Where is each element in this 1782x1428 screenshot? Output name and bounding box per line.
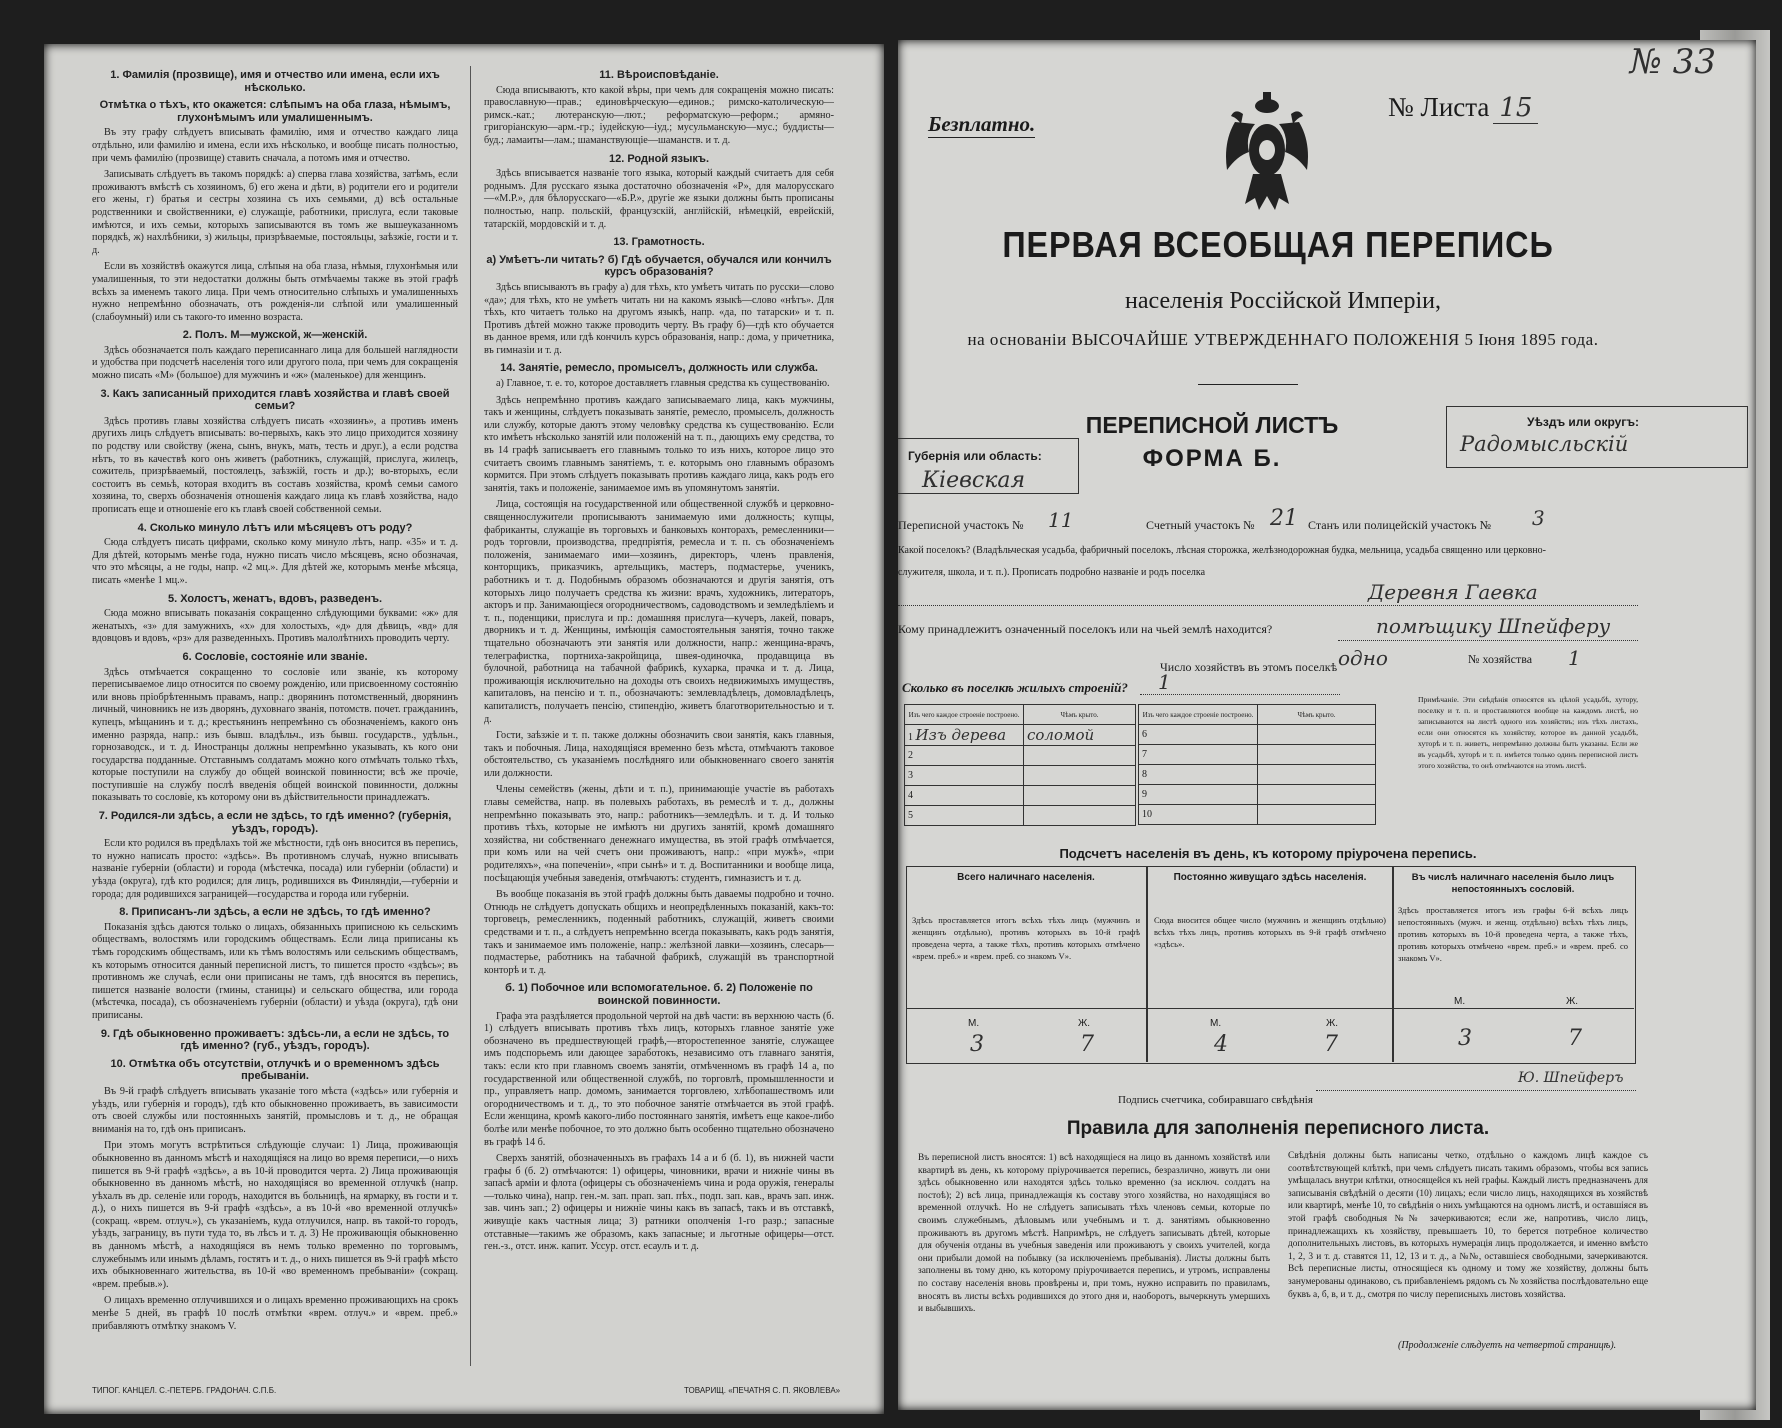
- households-label: Число хозяйствъ въ этомъ поселкѣ: [1160, 660, 1338, 674]
- instruction-heading: 8. Приписанъ-ли здѣсь, а если не здѣсь, то гдѣ именно?: [119, 906, 431, 919]
- nonpermanent-population-cell: Въ числѣ наличнаго населенія было лицъ непостоянныхъ сословій. Здѣсь проставляется итогъ изъ графы 6-й всѣхъ лицъ непостоянныхъ (мужч. и женщ. отдѣльно) всѣхъ тѣхъ лицъ, противъ которыхъ въ 10-й проведена черта, а также тѣхъ, противъ которыхъ отмѣчено «врем. преб.» и «врем. преб. со знакомъ V».: [1398, 872, 1628, 963]
- free-label: Безплатно.: [928, 112, 1036, 136]
- rules-title: Правила для заполненія переписного листа.: [1066, 1118, 1490, 1139]
- instructions-column-1: [92, 64, 458, 1337]
- instruction-paragraph: При этомъ могутъ встрѣтиться слѣдующіе случаи: 1) Лица, проживающія обыкновенно въ данномъ мѣстѣ и находящіяся на лицо во время переписи,—о нихъ пишется въ 9-й графѣ «здѣсь», а въ 10-й проводится черта. 2) Лица проживающія обыкновенно въ данномъ мѣстѣ, но находящіяся во временной отлучкѣ (напр. уѣхалъ въ др. селеніе или городъ, находится въ больницѣ, на ярмарку, въ гости и т. д.), о нихъ пишется въ 9-й графѣ «здѣсь», а въ 10-й «во временной отлучкѣ» (сокращ. «врем. отлуч.»), съ указаніемъ, куда отлучился, напр. въ такой-то городъ, уѣздъ, заграницу, въ пути туда то, въ лѣсъ и т. д. 3) Не проживающія обыкновенно въ данномъ мѣстѣ, а находящіяся въ немъ только временно по торговымъ, служебнымъ или инымъ дѣламъ, гостятъ и т. д., о нихъ пишется въ 9-й графѣ мѣсто ихъ обыкновеннаго жительства, въ 10-й «во временномъ пребываніи» (сокращ. «врем. пребыв.»).: [92, 1140, 458, 1290]
- table-row: 4: [905, 786, 1136, 806]
- permanent-female-value: 7: [1324, 1032, 1338, 1057]
- table-row: 10: [1139, 805, 1376, 825]
- instruction-paragraph: Гости, заѣзжіе и т. п. также должны обозначить свои занятія, какъ главныя, такъ и побочныя. Лица, находящіяся временно безъ мѣста, отмѣчаютъ таковое обстоятельство, съ указаніемъ послѣдняго или обыкновеннаго своего занятія или должности.: [484, 730, 834, 779]
- signature-label: Подпись счетчика, собиравшаго свѣдѣнія: [1118, 1094, 1313, 1106]
- archive-number: № 33: [1629, 42, 1716, 82]
- printer-imprint-right: ТОВАРИЩ. «ПЕЧАТНЯ С. П. ЯКОВЛЕВА»: [684, 1386, 841, 1395]
- instruction-heading: 13. Грамотность.: [613, 236, 705, 249]
- instruction-paragraph: О лицахъ временно отлучившихся и о лицахъ временно проживающихъ на срокъ менѣе 5 дней, въ графѣ 10 послѣ отмѣтки «врем. отлуч.» и «врем. преб.» прибавляютъ отмѣтку знакомъ V.: [92, 1295, 458, 1332]
- nonpermanent-female-value: 7: [1568, 1026, 1582, 1051]
- owner-label: Кому принадлежитъ означенный поселокъ или на чьей землѣ находится?: [898, 622, 1273, 636]
- buildings-line: [1140, 694, 1340, 695]
- instruction-paragraph: Записывать слѣдуетъ въ такомъ порядкѣ: а) сперва глава хозяйства, затѣмъ, если проживаютъ вмѣстѣ съ хозяиномъ, б) его жена и дѣти, в) родители его и родители его жены, г) братья и сестры хозяина съ ихъ семьями, д) всѣ остальные родственники и свойственники, е) служащіе, работники, прислуга, если таковые имѣются, и ихъ семьи, которыхъ записываются въ томъ же вышеуказанномъ порядкѣ, ж) нахлѣбники, з) жильцы, призрѣваемые, постояльцы, заѣзжіе, гости и т. д.: [92, 169, 458, 256]
- material-header: Изъ чего каждое строеніе построено.: [905, 705, 1024, 725]
- instruction-paragraph: Здѣсь вписываютъ въ графу а) для тѣхъ, кто умѣетъ читать по русски—слово «да»; для тѣхъ, кто не умѣетъ читать ни на какомъ языкѣ—слово «нѣтъ». Для тѣхъ, кто читаетъ только на другомъ языкѣ, напр. «да, по татарски» и т. п. Противъ дѣтей можно также проводить черту. Въ графу б)—гдѣ кто обучается въ данное время, или гдѣ кончилъ курсъ образованія, напр.: дома, у причетника, въ гимназіи и т. д.: [484, 281, 834, 356]
- column-divider: [470, 66, 471, 1366]
- instruction-heading: 1. Фамилія (прозвище), имя и отчество или имена, если ихъ нѣсколько.: [110, 69, 440, 94]
- census-form-page: № 33 Безплатно. № Листа 15 ПЕРВАЯ ВСЕОБЩАЯ ПЕРЕПИСЬ населенія Россійской Имперіи, на основаніи ВЫСОЧАЙШЕ УТВЕРЖДЕННАГО ПОЛОЖЕНІЯ 5 Іюня 1895 года. Губернія или область: Кіевская ПЕРЕПИСНОЙ ЛИСТЪ ФОРМА Б. Уѣздъ или округъ: Радомысльскій Переписной участокъ № 11 Счетный участокъ № 21 Станъ или полицейскій участокъ № 3 Какой поселокъ? (Владѣльческая усадьба, фабричный поселокъ, лѣсная сторожка, желѣзнодорожная будка, мельница, усадьба священно или церковно-служителя, школа, и т. п.). Прописать подробно названіе и родъ поселка Деревня Гаевка Кому принадлежитъ означенный поселокъ или на чьей землѣ находится? помѣщику Шпейферу Число хозяйствъ въ этомъ поселкѣ одно № хозяйства 1 Сколько въ поселкѣ жилыхъ строеній? 1 Изъ чего каждое строеніе построено. Чѣмъ крыто. 1 Изъ дерева соломой 2 3 4 5 Изъ чего каждое строеніе построено. Чѣмъ крыто. 6 7 8 9 10 Примѣчаніе. Эти свѣдѣнія относятся къ цѣлой усадьбѣ, хутору, поселку и т. п. и проставляются вообще на каждомъ листѣ, но записываются на листѣ одного изъ хозяйствъ; изъ тѣхъ листахъ, если они относятся къ хозяйству, которое въ данной усадьбѣ, хуторѣ и т. п. живетъ, непремѣнно должны быть указаны. Если же въ усадьбѣ, хуторѣ и т. п. имѣется только одинъ переписной листъ этого хозяйства, то онѣ отмѣчаются на этомъ листѣ. Подсчетъ населенія въ день, къ которому пріурочена перепись. Всего наличнаго населенія. Здѣсь проставляется итогъ всѣхъ тѣхъ лицъ (мужчинъ и женщинъ отдѣльно), противъ которыхъ въ 10-й графѣ проведена черта, а также тѣхъ, противъ которыхъ отмѣчено «врем. преб.» и «врем. преб. со знакомъ V». Постоянно живущаго здѣсь населенія. Сюда вносится общее число (мужчинъ и женщинъ отдѣльно) всѣхъ тѣхъ лицъ, противъ которыхъ въ 9-й графѣ отмѣчено «здѣсь». Въ числѣ наличнаго населенія было лицъ непостоянныхъ сословій. Здѣсь проставляется итогъ изъ графы 6-й всѣхъ лицъ непостоянныхъ (мужч. и женщ. отдѣльно) всѣхъ тѣхъ лицъ, противъ которыхъ въ 10-й проведена черта, а также тѣхъ, противъ которыхъ отмѣчено «врем. преб.» и «врем. преб. со знакомъ V». М. Ж. 3 7 М. Ж. 4 7 М. Ж. 3 7 Ю. Шпейферъ Подпись счетчика, собиравшаго свѣдѣнія Правила для заполненія переписного листа. Въ переписной листъ вносятся: 1) всѣ находящіеся на лицо въ данномъ хозяйствѣ или квартирѣ въ день, къ которому пріурочивается перепись, безразлично, живутъ ли они здѣсь обыкновенно или находятся здѣсь только временно (за исключ. солдатъ на постоѣ); 2) всѣ лица, принадлежащія къ составу этого хозяйства, но находящіяся во временной отлучкѣ. Но не слѣдуетъ записывать тѣхъ членовъ семьи, которые по своимъ служебнымъ, дѣловымъ или учебнымъ и т. д. занятіямъ обыкновенно проживаютъ въ другомъ мѣстѣ. Напримѣръ, не слѣдуетъ записывать дѣтей, которые для обученія отданы въ учебныя заведенія или проживаютъ у своихъ учителей, когда они прибыли домой на побывку (за исключеніемъ пребыванія). Листы должны быть заполнены въ тому дню, къ которому пріурочивается перепись, и утромъ, исправлены по составу населенія вновь провѣрены и, при томъ, нужно исправить по правиламъ, вносятъ въ листы всѣхъ родившихся до этого дня и, наоборотъ, вычеркнуть умершихъ и выбывшихъ. Свѣдѣнія должны быть написаны четко, отдѣльно о каждомъ лицѣ каждое съ соотвѣтствующей клѣткѣ, при чемъ слѣдуетъ писать такимъ образомъ, чтобы вся запись умѣщалась внутри клѣтки, относящейся къ ней графы. Каждый листъ предназначенъ для записыванія свѣдѣній о десяти (10) лицахъ; если число лицъ, находящихся въ хозяйствѣ или квартирѣ, менѣе 10, то свѣдѣнія о нихъ умѣщаются на одномъ листѣ, и оставшіяся въ этой графѣ свободныя №№ зачеркиваются; если же, напротивъ, число лицъ, принадлежащихъ къ хозяйству, превышаетъ 10, то берется потребное количество дополнительныхъ листовъ, въ которыхъ нумерація лицъ продолжается, и именно вмѣсто 1, 2, 3 и т. д. ставятся 11, 12, 13 и т. д., а №№, оставшіеся свободными, зачеркиваются. Всѣ переписные листы, относящіеся къ одному и тому же хозяйству, должны быть занумерованы одинаково, съ прибавленіемъ рядомъ съ № хозяйства послѣдовательно еще буквъ а, б, в, и т. д., смотря по числу переписныхъ листовъ хозяйства. (Продолженіе слѣдуетъ на четвертой страницѣ).: [898, 40, 1756, 1410]
- instruction-paragraph: Графа эта раздѣляется продольной чертой на двѣ части: въ верхнюю часть (б. 1) слѣдуетъ вписывать противъ тѣхъ лицъ, которыхъ главное занятіе уже обозначено въ предшествующей графѣ,—второстепенное занятіе, служащее имъ подспорьемъ или дающее заработокъ, независимо отъ главнаго занятія, такъ: если кто при главномъ своемъ занятіи, отмѣченномъ въ графѣ 14 а, по государственной или общественной службѣ, по торговлѣ, промышленности и пр., управляетъ напр. домомъ, занимается торговлею, хлѣбопашествомъ или огородничествомъ и т. д., то это побочное занятіе отмѣчается въ этой графѣ. Если женщина, кромѣ какого-либо постояннаго занятія, имѣетъ еще какое-либо болѣе или менѣе побочное, то это должно быть особенно тщательно обозначено въ графѣ 14 б.: [484, 1010, 834, 1148]
- poselok-line: [898, 605, 1638, 606]
- table-row: 9: [1139, 785, 1376, 805]
- household-number-value: 1: [1568, 646, 1581, 670]
- permanent-population-cell: Постоянно живущаго здѣсь населенія. Сюда вносится общее число (мужчинъ и женщинъ отдѣльно) всѣхъ тѣхъ лицъ, противъ которыхъ въ 9-й графѣ отмѣчено «здѣсь».: [1154, 872, 1386, 949]
- table-row: 3: [905, 766, 1136, 786]
- form-header: [1080, 412, 1344, 473]
- instruction-heading: а) Умѣетъ-ли читать? б) Гдѣ обучается, обучался или кончилъ курсъ образованія?: [486, 253, 832, 279]
- gubernia-value: Кіевская: [922, 468, 1026, 493]
- instruction-heading: 12. Родной языкъ.: [608, 152, 709, 165]
- instruction-heading: 9. Гдѣ обыкновенно проживаетъ: здѣсь-ли, а если не здѣсь, то гдѣ именно? (губ., уѣздъ, городъ).: [100, 1027, 450, 1053]
- census-title: ПЕРВАЯ ВСЕОБЩАЯ ПЕРЕПИСЬ: [1002, 224, 1554, 265]
- buildings-note: Примѣчаніе. Эти свѣдѣнія относятся къ цѣлой усадьбѣ, хутору, поселку и т. п. и проставляются вообще на каждомъ листѣ, но записываются на листѣ одного изъ хозяйствъ; изъ тѣхъ листахъ, если они относятся къ хозяйству, которое въ данной усадьбѣ, хуторѣ и т. п. живетъ, непремѣнно должны быть указаны. Если же въ усадьбѣ, хуторѣ и т. п. имѣется только одинъ переписной листъ этого хозяйства, то онѣ отмѣчаются на этомъ листѣ.: [1418, 695, 1638, 770]
- count-title: Подсчетъ населенія въ день, къ которому пріурочена перепись.: [1059, 846, 1477, 861]
- table-row: 1 Изъ дерева соломой: [905, 725, 1136, 746]
- instruction-heading: 6. Сословіе, состояніе или званіе.: [182, 650, 368, 663]
- owner-value: помѣщику Шпейферу: [1376, 614, 1611, 638]
- instruction-heading: 4. Сколько минуло лѣтъ или мѣсяцевъ отъ роду?: [137, 521, 413, 534]
- total-male-value: 3: [970, 1032, 984, 1057]
- permanent-male-value: 4: [1214, 1032, 1228, 1057]
- perepis-uchastok-value: 11: [1048, 508, 1074, 532]
- stan-label: Станъ или полицейскій участокъ №: [1308, 518, 1492, 532]
- enumerator-signature: Ю. Шпейферъ: [1518, 1070, 1624, 1086]
- instruction-paragraph: Здѣсь непремѣнно противъ каждаго записываемаго лица, какъ мужчины, такъ и женщины, слѣдуетъ показывать занятіе, ремесло, промыселъ, должность или службу, которые даютъ этому человѣку средства къ существованію. Если кто имѣетъ нѣсколько занятій или положеній на т. п., дающихъ ему средства, то въ 14 графѣ записываетъ его главнымъ только то изъ нихъ, которое лицо это считаетъ своимъ главнымъ занятіемъ, т. е. которымъ оно главнымъ образомъ кормится. При этомъ слѣдуетъ показывать противъ каждаго лица, какъ родъ его занятія, такъ и положеніе, занимаемое имъ въ упомянутомъ занятіи.: [484, 394, 834, 494]
- rules-column-left: Въ переписной листъ вносятся: 1) всѣ находящіеся на лицо въ данномъ хозяйствѣ или квартирѣ въ день, къ которому пріурочивается перепись, безразлично, живутъ ли они здѣсь обыкновенно или находятся здѣсь только временно (за исключ. солдатъ на постоѣ); 2) всѣ лица, принадлежащія къ составу этого хозяйства, но находящіяся во временной отлучкѣ. Но не слѣдуетъ записывать тѣхъ членовъ семьи, которые по своимъ служебнымъ, дѣловымъ или учебнымъ и т. д. занятіямъ обыкновенно проживаютъ въ другомъ мѣстѣ. Напримѣръ, не слѣдуетъ записывать дѣтей, которые для обученія отданы въ учебныя заведенія или проживаютъ у своихъ учителей, когда они прибыли домой на побывку (за исключеніемъ пребыванія). Листы должны быть заполнены въ тому дню, къ которому пріурочивается перепись, и утромъ, исправлены по составу населенія вновь провѣрены и, при томъ, нужно исправить по правиламъ, вносятъ въ листы всѣхъ родившихся до этого дня и, наоборотъ, вычеркнуть умершихъ и выбывшихъ.: [918, 1153, 1270, 1315]
- sheet-number-value: 15: [1493, 93, 1538, 124]
- instruction-heading: 14. Занятіе, ремесло, промыселъ, должность или служба.: [500, 362, 818, 375]
- buildings-label: Сколько въ поселкѣ жилыхъ строеній?: [902, 680, 1128, 695]
- instruction-paragraph: Въ 9-й графѣ слѣдуетъ вписывать указаніе того мѣста («здѣсь» или губернія и уѣздъ, или губернія и городъ), гдѣ кто обыкновенно проживаетъ, въ зависимости отъ своей службы или постоянныхъ занятій, промысловъ и т. д., не обращая вниманія на то, гдѣ онъ приписанъ.: [92, 1085, 458, 1135]
- instruction-paragraph: Сюда вписываютъ, кто какой вѣры, при чемъ для сокращенія можно писать: православную—прав.; единовѣрческую—единов.; римско-католическую—римск.-кат.; лютеранскую—лют.; реформатскую—реформ.; армяно-григоріанскую—арм.-гр.; іудейскую—іуд.; мусульманскую—мус.; буддисты—буд.; ламаиты—лам.; шаманствующіе—шаманств. и т. д.: [484, 84, 834, 146]
- uezd-value: Радомысльскій: [1460, 432, 1629, 456]
- instruction-heading: Отмѣтка о тѣхъ, кто окажется: слѣпымъ на оба глаза, нѣмымъ, глухонѣмымъ или умалишеннымъ.: [99, 99, 451, 124]
- nonpermanent-male-value: 3: [1458, 1026, 1472, 1051]
- table-row: 6: [1139, 725, 1376, 745]
- table-row: 8: [1139, 765, 1376, 785]
- household-number-label: № хозяйства: [1468, 652, 1533, 666]
- instruction-paragraph: Здѣсь отмѣчается сокращенно то сословіе или званіе, къ которому переписываемое лицо относится по своему рожденію, или присвоенному состоянію или вновь пріобрѣтеннымъ правамъ, напр.: дворянинъ потомственный, дворянинъ личный, чиновникъ не изъ дворянъ, духовнаго званія, потомств. почет. гражданинъ, купецъ, мѣщанинъ и т. д.; крестьянинъ непремѣнно съ обозначеніемъ, какого онъ именно разряда, напр.: изъ бывш. владѣльч., изъ бывш. государств., удѣльн., горнозаводск., и т. д. Иностранцы должны непремѣнно указывать, къ кого они государства подданные. Отставнымъ солдатамъ можно кого отмѣчать только тѣхъ, которые поступили на службу до общей воинской повинности; всѣ же прочіе, поступившіе на службу послѣ введенія общей воинской повинности, должны показывать то сословіе, къ которому они въ дѣйствительности принадлежатъ.: [92, 666, 458, 804]
- instruction-paragraph: Лица, состоящія на государственной или общественной службѣ и церковно-священнослужители прописываютъ занимаемую ими должность; купцы, фабриканты, служащіе въ торговыхъ и банковыхъ конторахъ, ремесленники—родъ торговли, производства, предпріятія, ремесла и т. п. съ обозначеніемъ положенія, занимаемаго ими—хозяинъ, директоръ, членъ правленія, конторщикъ, приказчикъ, артельщикъ, мастеръ, подмастерье, ученикъ, работникъ и т. д. Подобнымъ образомъ обозначаются и другія занятія, отъ которыхъ лицо получаетъ средства къ жизни: врачъ, художникъ, литераторъ, акторъ и пр. Занимающіеся огородничествомъ, садоводствомъ и земледѣліемъ и т. п., поденщики, прислуга и пр.: домашняя прислуга—кучеръ, лакей, поваръ, дворникъ и т. д. Женщины, имѣющія самостоятельныя занятія, точно также тщательно обозначаютъ эти занятія или должности, напр.: женщина-врачъ, телеграфистка, портниха-закройщица, швея-одиночка, продавщица въ булочной, работница на табачной фабрикѣ, кухарка, прачка и т. д. Лица, проживающія исключительно на доходы отъ своихъ недвижимыхъ имуществъ, капиталовъ, на пенсію и т. п., обозначаютъ: землевладѣлецъ, домовладѣлецъ, капиталистъ, получаетъ пенсію, стипендію, живетъ благотворительностью и т. д.: [484, 499, 834, 725]
- instruction-heading: 5. Холостъ, женатъ, вдовъ, разведенъ.: [167, 592, 383, 605]
- instruction-paragraph: Сверхъ занятій, обозначенныхъ въ графахъ 14 а и б (б. 1), въ нижней части графы б (б. 2) отмѣчаются: 1) офицеры, чиновники, врачи и нижніе чины въ запасѣ арміи и флота (офицеры съ обозначеніемъ чина и рода оружія, генералы—только чина), напр. ген.-м. зап. прап. зап. пѣх., подп. зап. кав., врачъ зап. инж. зав. чинъ зап.; 2) офицеры и нижніе чины какъ въ запасѣ, такъ и въ отставкѣ, живущіе какъ частныя лица; 3) ратники ополченія 1-го разр.; запасные отставные—такимъ же образомъ, какъ запасные; и льготные офицеры—отст. ген.-з., отст. инж. капит. Уссур. отст. есаулъ и т. д.: [484, 1153, 834, 1253]
- total-population-cell: Всего наличнаго населенія. Здѣсь проставляется итогъ всѣхъ тѣхъ лицъ (мужчинъ и женщинъ отдѣльно), противъ которыхъ въ 10-й графѣ проведена черта, а также тѣхъ, противъ которыхъ отмѣчено «врем. преб.» и «врем. преб. со знакомъ V».: [912, 872, 1140, 961]
- stan-value: 3: [1532, 506, 1545, 530]
- households-value: одно: [1338, 646, 1388, 670]
- sheet-number-label: № Листа: [1388, 92, 1490, 122]
- instruction-paragraph: Сюда можно вписывать показанія сокращенно слѣдующими буквами: «ж» для женатыхъ, «з» для замужнихъ, «х» для холостыхъ, «д» для дѣвицъ, «вд» для вдовцовъ и вдовъ, «рз» для разведенныхъ. Противъ малолѣтнихъ проводить черту.: [92, 608, 458, 645]
- title-rule: [1198, 384, 1298, 385]
- total-female-value: 7: [1080, 1032, 1094, 1057]
- poselok-label: Какой поселокъ? (Владѣльческая усадьба, фабричный поселокъ, лѣсная сторожка, желѣзнодорожная будка, мельница, усадьба священно или церковно-служителя, школа, и т. п.). Прописать подробно названіе и родъ поселка: [898, 545, 1546, 578]
- printer-imprint-left: ТИПОГ. КАНЦЕЛ. С.-ПЕТЕРБ. ГРАДОНАЧ. С.П.Б.: [92, 1386, 277, 1395]
- schetny-uchastok-value: 21: [1270, 506, 1298, 531]
- instruction-paragraph: Если кто родился въ предѣлахъ той же мѣстности, гдѣ онъ вносится въ перепись, то нужно написать просто: «здѣсь». Въ противномъ случаѣ, нужно вписывать названіе губерніи (области) и города (мѣстечка, посада) или губерніи (области) и уѣзда (округа), гдѣ кто родился; для лицъ, родившихся въ Финляндіи,—губерніи и города; для родившихся заграницей—государства и города или губерніи.: [92, 838, 458, 900]
- form-name: ФОРМА Б.: [1142, 445, 1282, 472]
- census-subtitle: населенія Россійской Имперіи,: [1125, 288, 1441, 314]
- gubernia-label: Губернія или область:: [908, 449, 1042, 463]
- instruction-heading: б. 1) Побочное или вспомогательное. б. 2) Положеніе по воинской повинности.: [505, 982, 813, 1007]
- instruction-paragraph: Сюда слѣдуетъ писать цифрами, сколько кому минуло лѣтъ, напр. «35» и т. д. Для дѣтей, которымъ менѣе года, нужно писать число мѣсяцевъ, ясно обозначая, что это мѣсяцы, а не годы, напр. «2 мц.». Для дѣтей же, которымъ менѣе мѣсяца, писать «менѣе 1 мц.».: [92, 537, 458, 586]
- instruction-paragraph: Здѣсь обозначается полъ каждаго переписаннаго лица для большей наглядности и удобства при подсчетѣ населенія того или другого пола, при чемъ для сокращенія можно писать «М» (большое) для мужчинъ и «ж» (маленькое) для женщинъ.: [92, 344, 458, 382]
- table-row: 5: [905, 806, 1136, 826]
- instruction-paragraph: Если въ хозяйствѣ окажутся лица, слѣпыя на оба глаза, нѣмыя, глухонѣмыя или умалишенныя, то эти недостатки должны быть отмѣчаемы также въ этой графѣ всѣхъ за именемъ такого лица. При чемъ относительно слѣпыхъ и умалишенныхъ нужно непремѣнно обозначать, отъ рожденія-ли слѣпой или умалишенный (слабоумный) или съ такого-то именно возраста.: [92, 261, 458, 323]
- instruction-paragraph: Показанія здѣсь даются только о лицахъ, обязанныхъ приписною къ сельскимъ обществамъ, волостямъ или городскимъ обществамъ. Если лица приписаны къ тѣмъ городскимъ обществамъ, или къ тѣмъ волостямъ или сельскимъ обществамъ, къ которымъ относится данный переписной листъ, то пишется просто «здѣсь»; въ противномъ же случаѣ, если они приписаны не тамъ, гдѣ вносятся въ перепись, пишется названіе волости (гмины, станицы) и сельскаго общества, или города (мѣстечка, посада), съ обозначеніемъ губерніи (области) и уѣзда (округа), гдѣ они приписаны.: [92, 921, 458, 1021]
- instruction-paragraph: Въ эту графу слѣдуетъ вписывать фамилію, имя и отчество каждаго лица отдѣльно, или фамилію и имена, если ихъ нѣсколько, и вообще писать полностью, при чемъ фамилію (прозвище) ставить сначала, а потомъ имя и отчество.: [92, 127, 458, 164]
- uezd-label: Уѣздъ или округъ:: [1527, 415, 1640, 429]
- instructions-page: [44, 44, 884, 1414]
- roof-header: Чѣмъ крыто.: [1024, 705, 1136, 725]
- owner-line: [1338, 640, 1638, 641]
- buildings-table-left: [904, 704, 1136, 826]
- perepis-uchastok-label: Переписной участокъ №: [898, 518, 1024, 532]
- double-headed-eagle-emblem: [1223, 92, 1311, 217]
- instruction-paragraph: Здѣсь вписывается названіе того языка, который каждый считаетъ для себя роднымъ. Для русскаго языка достаточно обозначенія «Р», для малорусскаго—«М.Р.», для бѣлорусскаго—«Б.Р.», другіе же языки должны быть прописаны полностью, напр. польскій, французскій, англійскій, нѣмецкій, еврейскій, татарскій, мордовскій и т. д.: [484, 168, 834, 230]
- buildings-table-right: Изъ чего каждое строеніе построено. Чѣмъ крыто. 6 7 8 9 10: [1138, 704, 1376, 825]
- instruction-heading: 7. Родился-ли здѣсь, а если не здѣсь, то гдѣ именно? (губернія, уѣздъ, городъ).: [98, 810, 452, 835]
- instruction-heading: 2. Полъ. М—мужской, ж—женскій.: [182, 329, 368, 342]
- instruction-heading: 10. Отмѣтка объ отсутствіи, отлучкѣ и о временномъ здѣсь пребываніи.: [110, 1057, 440, 1083]
- poselok-value: Деревня Гаевка: [1368, 580, 1538, 604]
- schetny-uchastok-label: Счетный участокъ №: [1146, 518, 1255, 532]
- instructions-column-2: [484, 64, 834, 1258]
- form-title: ПЕРЕПИСНОЙ ЛИСТЪ: [1085, 412, 1339, 438]
- sheet-number: [1388, 92, 1538, 123]
- rules-column-right: Свѣдѣнія должны быть написаны четко, отдѣльно о каждомъ лицѣ каждое съ соотвѣтствующей клѣткѣ, при чемъ слѣдуетъ писать такимъ образомъ, чтобы вся запись умѣщалась внутри клѣтки, относящейся къ ней графы. Каждый листъ предназначенъ для записыванія свѣдѣній о десяти (10) лицахъ; если число лицъ, находящихся въ хозяйствѣ или квартирѣ, менѣе 10, то свѣдѣнія о нихъ умѣщаются на одномъ листѣ, и оставшіяся въ этой графѣ свободныя №№ зачеркиваются; если же, напротивъ, число лицъ, принадлежащихъ къ хозяйству, превышаетъ 10, то берется потребное количество дополнительныхъ листовъ, въ которыхъ нумерація лицъ продолжается, и именно вмѣсто 1, 2, 3 и т. д. ставятся 11, 12, 13 и т. д., а №№, оставшіеся свободными, зачеркиваются. Всѣ переписные листы, относящіеся къ одному и тому же хозяйству, должны быть занумерованы одинаково, съ прибавленіемъ рядомъ съ № хозяйства послѣдовательно еще буквъ а, б, в, и т. д., смотря по числу переписныхъ листовъ хозяйства.: [1288, 1151, 1648, 1300]
- table-row: 2: [905, 746, 1136, 766]
- instruction-heading: 3. Какъ записанный приходится главѣ хозяйства и главѣ своей семьи?: [100, 387, 450, 413]
- buildings-value: 1: [1158, 670, 1171, 694]
- instruction-heading: 11. Вѣроисповѣданіе.: [599, 69, 719, 81]
- instruction-paragraph: Въ вообще показанія въ этой графѣ должны быть даваемы подробно и точно. Отнюдь не слѣдуетъ допускать общихъ и неопредѣленныхъ показаній, какъ-то: торговецъ, ремесленникъ, поденный работникъ, служащій, живетъ своими средствами и т. п., а слѣдуетъ непремѣнно всегда показывать, какъ родъ занятія, такъ и занимаемое имъ положеніе, напр.: желѣзной лавки—хозяинъ, слесарь—подмастерье, работникъ на табачной фабрикѣ, служащій въ транспортной конторѣ и т. д.: [484, 889, 834, 976]
- legal-basis: на основаніи ВЫСОЧАЙШЕ УТВЕРЖДЕННАГО ПОЛОЖЕНІЯ 5 Іюня 1895 года.: [967, 330, 1599, 349]
- table-row: 7: [1139, 745, 1376, 765]
- instruction-paragraph: Члены семействъ (жены, дѣти и т. п.), принимающіе участіе въ работахъ главы семейства, напр. въ полевыхъ работахъ, въ ремеслѣ и т. д., должны непремѣнно показывать это, напр.: работникъ—земледѣлъ. и т. д. И только противъ тѣхъ, которые не имѣютъ ни другихъ занятій, кромѣ домашняго хозяйства, ни собственнаго денежнаго имущества, въ этой графѣ отмѣчается, при комъ или на чей счетъ они проживаютъ, напр.: «при мужѣ», «при родителяхъ», «на попеченіи», «при сынѣ» и т. д. Воспитанники и вообще лица, посѣщающія учебныя заведенія, отмѣчаютъ: студентъ, гимназистъ и т. д.: [484, 784, 834, 884]
- continued-note: (Продолженіе слѣдуетъ на четвертой страницѣ).: [1398, 1340, 1617, 1351]
- instruction-paragraph: Здѣсь противъ главы хозяйства слѣдуетъ писать «хозяинъ», а противъ именъ другихъ лицъ слѣдуетъ вписывать: во-первыхъ, какъ это лицо приходится хозяину по родству или свойству (жена, сынъ, внукъ, мать, тесть и друг.), а если родства нѣтъ, то въ качествѣ кого онъ живетъ (работникъ, служащій, прислуга, жилецъ, сожитель, призрѣваемый, постоялецъ, заѣзжій, гость и др.); во-вторыхъ, если состоитъ въ семьѣ, которая входитъ въ составъ хозяйства, кромѣ семьи самого хозяина, то, сверхъ обозначенія отношенія каждаго лица къ главѣ хозяйства, надо прописать еще и отношеніе его къ главѣ своей собственной семьи.: [92, 415, 458, 515]
- instruction-paragraph: а) Главное, т. е. то, которое доставляетъ главныя средства къ существованію.: [496, 378, 830, 390]
